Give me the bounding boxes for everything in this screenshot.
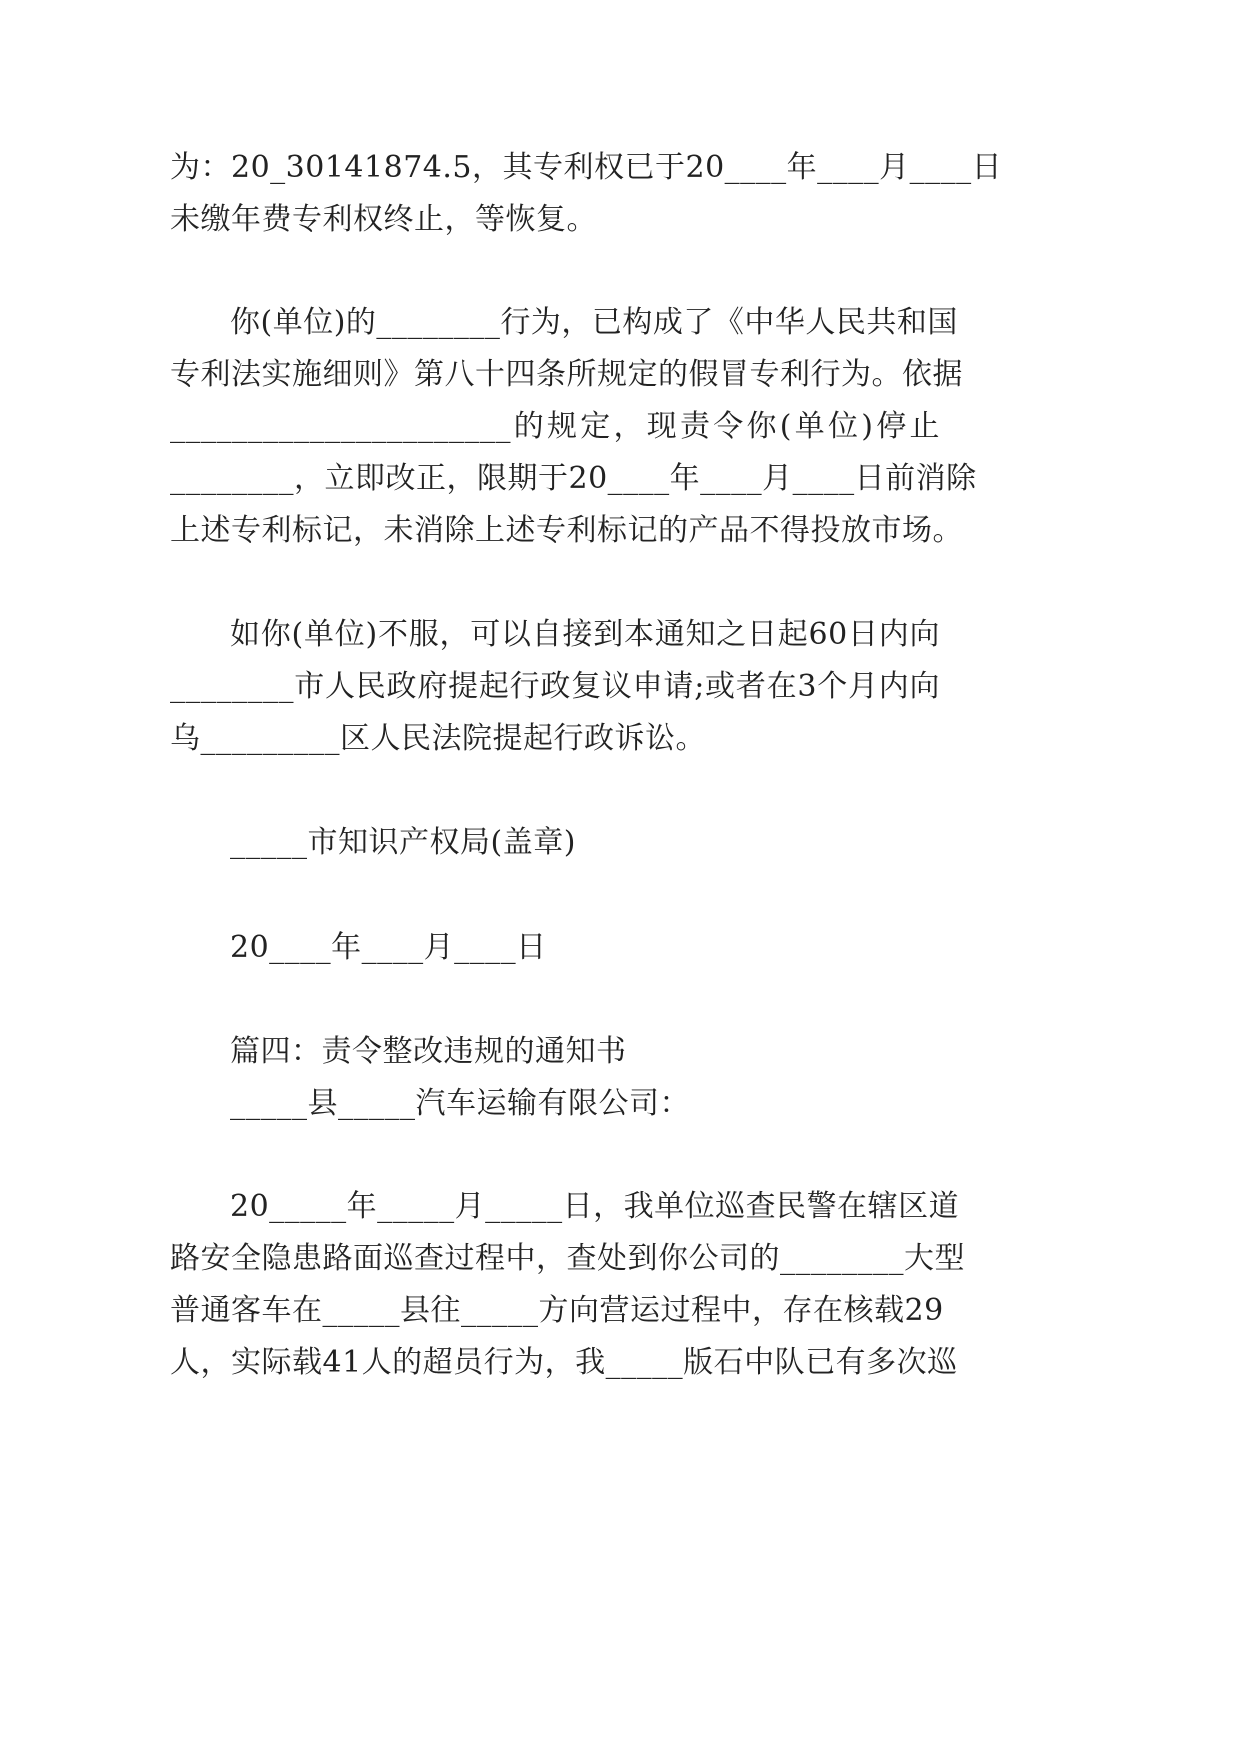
text-line: 普通客车在_____县往_____方向营运过程中，存在核载29 — [170, 1293, 944, 1328]
paragraph-first-line: 20_____年_____月_____日，我单位巡查民警在辖区道 — [230, 1189, 960, 1224]
text-line: 上述专利标记，未消除上述专利标记的产品不得投放市场。 — [170, 513, 963, 548]
signature-date: 20____年____月____日 — [230, 930, 547, 965]
paragraph-first-line: 你(单位)的________行为，已构成了《中华人民共和国 — [230, 305, 958, 340]
text-line: 未缴年费专利权终止，等恢复。 — [170, 202, 597, 237]
text-line: 路安全隐患路面巡查过程中，查处到你公司的________大型 — [170, 1241, 965, 1276]
addressee: _____县_____汽车运输有限公司： — [230, 1086, 690, 1121]
signature-authority: _____市知识产权局(盖章) — [230, 825, 576, 860]
text-line: ______________________的规定，现责令你(单位)停止 — [170, 409, 940, 444]
text-line: 专利法实施细则》第八十四条所规定的假冒专利行为。依据 — [170, 357, 963, 392]
section-heading: 篇四：责令整改违规的通知书 — [230, 1034, 627, 1069]
text-line: 为：20_30141874.5，其专利权已于20____年____月____日 — [170, 150, 1003, 185]
text-line: 人，实际载41人的超员行为，我_____版石中队已有多次巡 — [170, 1345, 958, 1380]
text-line: ________，立即改正，限期于20____年____月____日前消除 — [170, 461, 977, 496]
text-line: ________市人民政府提起行政复议申请;或者在3个月内向 — [170, 669, 940, 704]
paragraph-first-line: 如你(单位)不服，可以自接到本通知之日起60日内向 — [230, 617, 940, 652]
text-line: 乌_________区人民法院提起行政诉讼。 — [170, 721, 706, 756]
